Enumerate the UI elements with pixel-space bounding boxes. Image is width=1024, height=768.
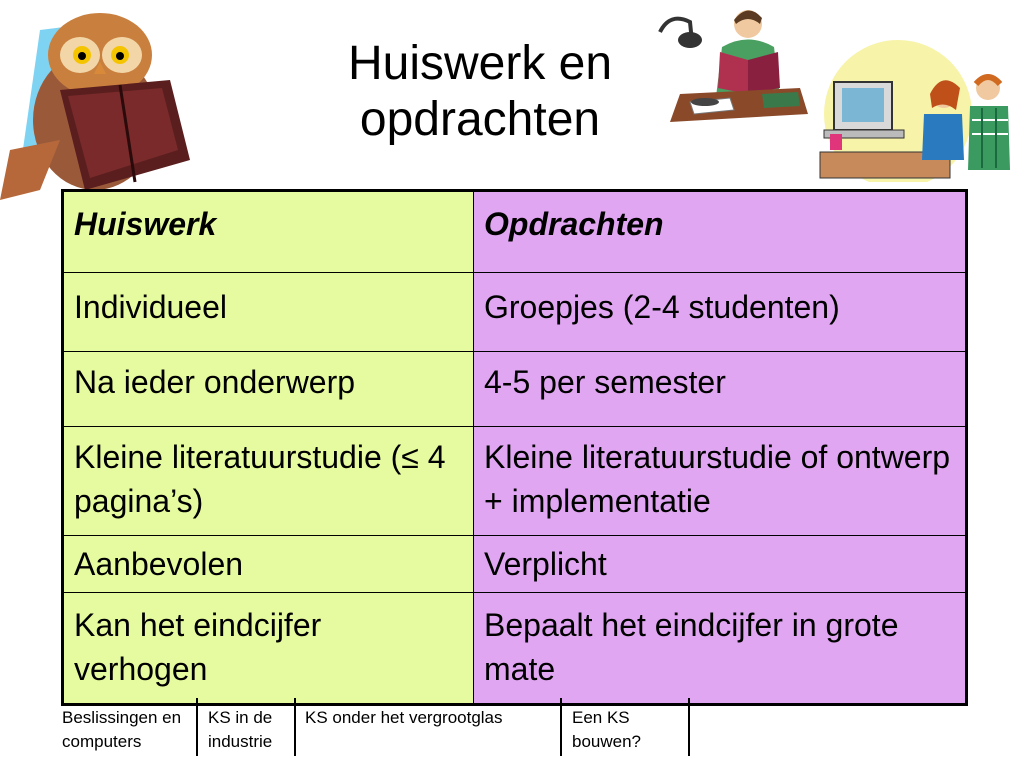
slide-title-line-2: opdrachten: [359, 93, 601, 146]
header-opdrachten: Opdrachten: [474, 191, 967, 273]
table-cell: Verplicht: [474, 536, 967, 593]
owl-reading-book-illustration: [0, 0, 200, 200]
nav-separator: [688, 698, 690, 756]
table-cell: 4-5 per semester: [474, 352, 967, 427]
footer-navigation: [0, 698, 1024, 756]
comparison-table: [61, 189, 968, 706]
table-cell: Individueel: [63, 273, 474, 352]
nav-link-ks-bouwen[interactable]: Een KS bouwen?: [572, 708, 642, 751]
table-cell: Bepaalt het eindcijfer in grote mate: [474, 593, 967, 705]
table-row: [63, 593, 967, 705]
table-cell: Kleine literatuurstudie (≤ 4 pagina’s): [63, 427, 474, 536]
nav-link-beslissingen[interactable]: Beslissingen en computers: [62, 708, 182, 751]
nav-link-ks-industrie[interactable]: KS in de industrie: [208, 708, 273, 751]
table-cell: Na ieder onderwerp: [63, 352, 474, 427]
person-reading-at-desk-illustration: [650, 2, 810, 127]
slide-title-line-1: Huiswerk en: [347, 37, 613, 90]
people-at-computer-illustration: [812, 30, 1024, 182]
slide-title: [300, 36, 660, 148]
table-cell: Kan het eindcijfer verhogen: [63, 593, 474, 705]
table-header-row: [63, 191, 967, 273]
table-row: [63, 273, 967, 352]
header-huiswerk: Huiswerk: [63, 191, 474, 273]
nav-separator: [294, 698, 296, 756]
nav-separator: [196, 698, 198, 756]
nav-separator: [560, 698, 562, 756]
nav-link-ks-vergrootglas[interactable]: KS onder het vergrootglas: [305, 708, 503, 727]
table-row: [63, 536, 967, 593]
table-row: [63, 352, 967, 427]
table-row: [63, 427, 967, 536]
table-cell: Kleine literatuurstudie of ontwerp + implementatie: [474, 427, 967, 536]
table-cell: Groepjes (2-4 studenten): [474, 273, 967, 352]
table-cell: Aanbevolen: [63, 536, 474, 593]
